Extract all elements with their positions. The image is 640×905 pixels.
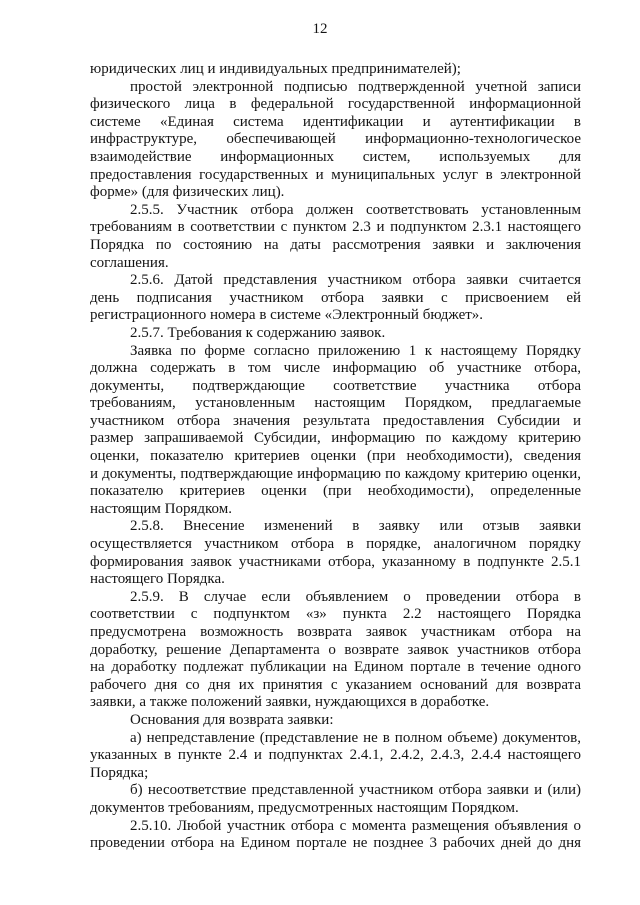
text-line: день подписания участником отбора заявки с присвоением ей [90, 289, 581, 306]
text-line: Порядка; [90, 764, 149, 781]
text-line: форме» (для физических лиц). [90, 184, 285, 201]
clause-2-5-7-heading [90, 325, 581, 343]
paragraph-application-form [90, 343, 581, 519]
text-line: требованиям в соответствии с пунктом 2.3 и подпунктом 2.3.1 настоящего [90, 219, 581, 236]
text-line: 2.5.10. Любой участник отбора с момента размещения объявления о [130, 817, 581, 834]
page-number: 12 [312, 21, 328, 37]
text-line: проведении отбора на Едином портале не позднее 3 рабочих дней до дня [90, 835, 581, 852]
text-line: документов требованиям, предусмотренных настоящим Порядком. [90, 799, 519, 816]
clause-2-5-10 [90, 818, 581, 853]
text-line: должна содержать в том числе информацию об участнике отбора, [90, 360, 581, 377]
text-line: участником отбора значения результата предоставления Субсидии и [90, 412, 581, 429]
text-line: 2.5.5. Участник отбора должен соответствовать установленным [130, 201, 581, 218]
text-line: Заявка по форме согласно приложению 1 к настоящему Порядку [130, 342, 581, 359]
text-line: осуществляется участником отбора в порядке, аналогичном порядку [90, 536, 581, 553]
text-line: настоящим Порядком. [90, 500, 232, 517]
text-line: на доработку подлежат публикации на Едином портале в течение одного [90, 659, 581, 676]
text-line: 2.5.9. В случае если объявлением о проведении отбора в [130, 588, 581, 605]
text-line: системе «Единая система идентификации и аутентификации в [90, 113, 581, 130]
text-line: простой электронной подписью подтвержденной учетной записи [130, 78, 581, 95]
text-line: оценки, показателю критериев оценки (при необходимости), сведения [90, 448, 581, 465]
text-line: формирования заявок участниками отбора, указанному в подпункте 2.5.1 [90, 553, 581, 570]
text-line: 2.5.7. Требования к содержанию заявок. [130, 324, 386, 341]
text-line: заявки, а также положений заявки, нуждающихся в доработке. [90, 694, 490, 711]
clause-2-5-5 [90, 202, 581, 272]
text-line: размер запрашиваемой Субсидии, информацию по каждому критерию [90, 430, 581, 447]
text-line: а) непредставление (представление не в полном объеме) документов, [130, 729, 581, 746]
text-line: предусмотрена возможность возврата заявок участникам отбора на [90, 624, 581, 640]
text-line: доработку, решение Департамента о возврате заявок участников отбора [90, 641, 581, 658]
text-line: взаимодействие информационных систем, используемых для [90, 148, 581, 165]
text-line: указанных в пункте 2.4 и подпунктах 2.4.1, 2.4.2, 2.4.3, 2.4.4 настоящего [90, 747, 581, 764]
clause-2-5-8 [90, 518, 581, 588]
paragraph-return-grounds-heading [90, 712, 581, 730]
text-line: Основания для возврата заявки: [130, 711, 334, 728]
text-line: требованиям, установленным настоящим Порядком, предлагаемые [90, 395, 581, 412]
paragraph-simple-electronic-signature [90, 79, 581, 202]
text-line: рабочего дня со дня их принятия с указанием оснований для возврата [90, 676, 581, 693]
paragraph-continuation [90, 61, 581, 79]
text-line: юридических лиц и индивидуальных предпринимателей); [90, 61, 461, 77]
text-line: б) несоответствие представленной участником отбора заявки и (или) [130, 782, 581, 799]
text-line: физического лица в федеральной государственной информационной [90, 96, 581, 113]
text-line: 2.5.6. Датой представления участником отбора заявки считается [130, 272, 581, 289]
text-line: настоящего Порядка. [90, 571, 225, 588]
clause-2-5-6 [90, 272, 581, 325]
text-line: и документы, подтверждающие информацию по каждому критерию оценки, [90, 465, 581, 482]
text-line: инфраструктуре, обеспечивающей информационно-технологическое [90, 131, 581, 148]
clause-2-5-9 [90, 589, 581, 712]
text-line: предоставления государственных и муниципальных услуг в электронной [90, 166, 581, 183]
text-line: соглашения. [90, 254, 169, 271]
list-item-a [90, 730, 581, 783]
list-item-b [90, 782, 581, 817]
document-body [90, 61, 581, 853]
text-line: 2.5.8. Внесение изменений в заявку или отзыв заявки [130, 518, 581, 535]
text-line: соответствии с подпунктом «з» пункта 2.2 настоящего Порядка [90, 606, 581, 623]
text-line: Порядка по состоянию на даты рассмотрения заявки и заключения [90, 236, 581, 253]
text-line: регистрационного номера в системе «Электронный бюджет». [90, 307, 484, 324]
text-line: показателю критериев оценки (при необходимости), определенные [90, 483, 581, 500]
text-line: документы, подтверждающие соответствие участника отбора [90, 377, 581, 394]
